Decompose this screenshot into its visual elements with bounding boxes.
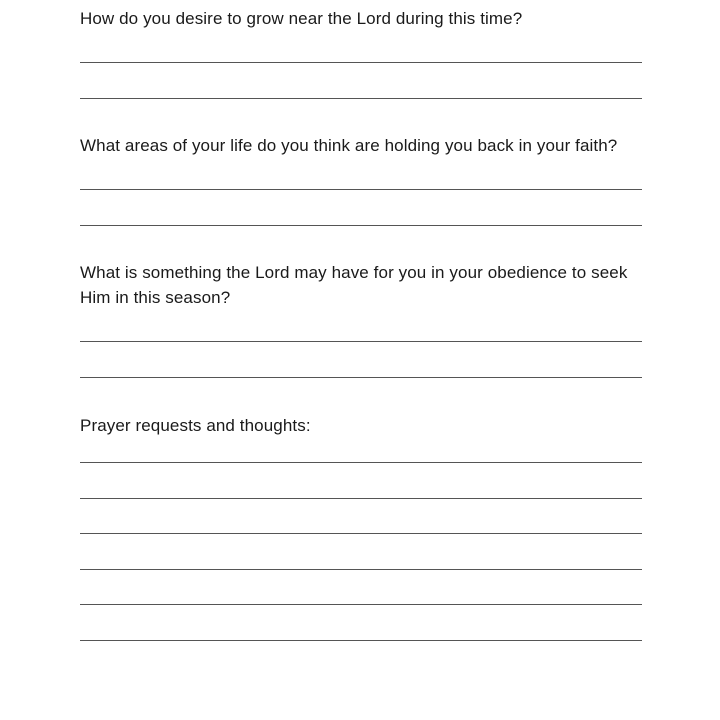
prayer-requests-heading: Prayer requests and thoughts: [80, 416, 311, 435]
prompt-text-2: What areas of your life do you think are holding you back in your faith? [80, 136, 618, 155]
prompt-section-3 [80, 260, 642, 378]
answer-line[interactable] [80, 604, 642, 605]
prompt-section-1 [80, 6, 642, 99]
answer-line[interactable] [80, 462, 642, 463]
answer-lines-4 [80, 462, 642, 641]
answer-line[interactable] [80, 98, 642, 99]
prompt-text-3: What is something the Lord may have for you in your obedience to seek Him in this season? [80, 263, 628, 307]
answer-line[interactable] [80, 569, 642, 570]
answer-line[interactable] [80, 225, 642, 226]
answer-line[interactable] [80, 377, 642, 378]
prompt-section-2 [80, 133, 642, 226]
answer-lines-1 [80, 62, 642, 99]
answer-lines-2 [80, 189, 642, 226]
answer-lines-3 [80, 341, 642, 378]
answer-line[interactable] [80, 640, 642, 641]
answer-line[interactable] [80, 498, 642, 499]
answer-line[interactable] [80, 189, 642, 190]
answer-line[interactable] [80, 62, 642, 63]
answer-line[interactable] [80, 533, 642, 534]
answer-line[interactable] [80, 341, 642, 342]
prompt-text-1: How do you desire to grow near the Lord during this time? [80, 9, 523, 28]
prayer-requests-section [80, 413, 642, 641]
